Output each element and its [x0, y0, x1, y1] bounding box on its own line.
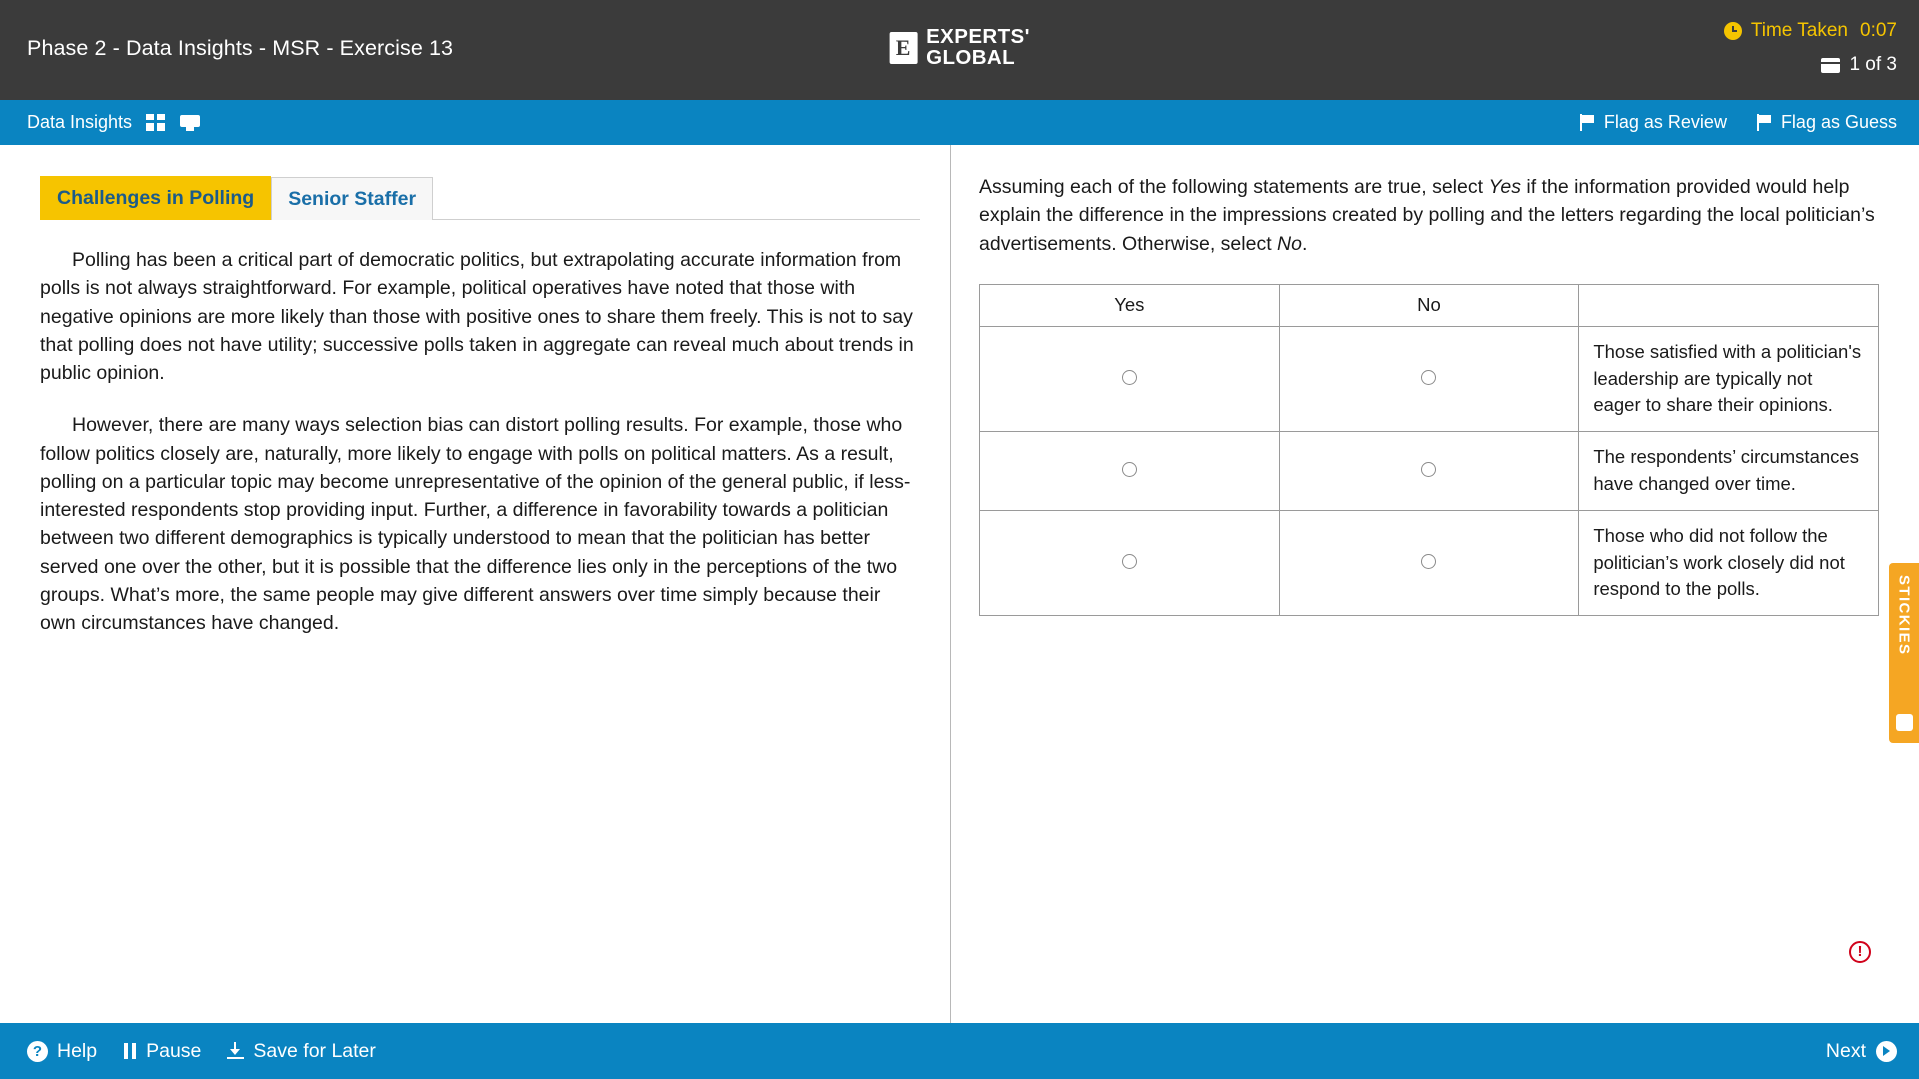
next-button[interactable]	[1826, 1040, 1897, 1063]
table-header-row	[980, 284, 1879, 326]
prompt-segment-2: if the information provided would help explain the difference in the impressions created by polling and the letters regarding the local politician’s advertisements. Otherwise, select	[979, 176, 1875, 255]
table-row	[980, 510, 1879, 615]
passage-tabs	[40, 175, 920, 219]
statement-text: The respondents’ circumstances have changed over time.	[1579, 432, 1879, 511]
save-for-later-button[interactable]	[227, 1040, 375, 1063]
flag-as-review-button[interactable]	[1580, 112, 1727, 133]
section-bar-left	[27, 112, 200, 133]
help-label: Help	[57, 1039, 98, 1062]
tab-challenges-in-polling[interactable]: Challenges in Polling	[40, 176, 271, 220]
next-label: Next	[1825, 1039, 1866, 1062]
section-bar	[0, 100, 1919, 145]
clock-icon	[1724, 22, 1742, 40]
bottom-bar-left	[27, 1040, 376, 1063]
stickies-tab[interactable]	[1889, 563, 1919, 743]
download-icon	[227, 1042, 244, 1060]
radio-cell-yes[interactable]	[980, 510, 1280, 615]
grid-layout-icon[interactable]	[146, 114, 166, 132]
flag-icon	[1580, 114, 1595, 131]
statement-text: Those satisfied with a politician's leadership are typically not eager to share their opinions.	[1579, 326, 1879, 431]
table-row	[980, 432, 1879, 511]
radio-cell-no[interactable]	[1279, 326, 1579, 431]
radio-no-row-3[interactable]	[1421, 554, 1436, 569]
flag-as-review-label: Flag as Review	[1603, 112, 1727, 132]
radio-yes-row-3[interactable]	[1122, 554, 1137, 569]
section-bar-right	[1580, 112, 1897, 133]
passage-pane	[0, 145, 951, 1023]
table-row	[980, 326, 1879, 431]
radio-yes-row-1[interactable]	[1122, 370, 1137, 385]
passage-paragraph: Polling has been a critical part of democratic politics, but extrapolating accurate information from polls is not always straightforward. For example, political operatives have noted that those with negative opinions are more likely than those with positive ones to share them freely. This is not to say that polling does not have utility; successive polls taken in aggregate can reveal much about trends in public opinion.	[40, 249, 914, 385]
prompt-emphasis-yes: Yes	[1488, 176, 1521, 198]
prompt-segment-1: Assuming each of the following statements are true, select	[979, 176, 1489, 198]
question-prompt	[979, 173, 1879, 258]
alert-icon[interactable]: !	[1849, 941, 1871, 963]
column-header-yes: Yes	[980, 284, 1280, 326]
radio-cell-yes[interactable]	[980, 432, 1280, 511]
top-bar	[0, 0, 1919, 100]
timer-row	[1724, 20, 1897, 42]
question-mark-icon: ?	[27, 1041, 48, 1062]
radio-no-row-1[interactable]	[1421, 370, 1436, 385]
save-for-later-label: Save for Later	[253, 1039, 376, 1062]
passage-text	[40, 220, 920, 637]
bottom-bar	[0, 1023, 1919, 1079]
statement-text: Those who did not follow the politician’s work closely did not respond to the polls.	[1579, 510, 1879, 615]
exercise-title: Phase 2 - Data Insights - MSR - Exercise 13	[27, 36, 454, 60]
stickies-label: STICKIES	[1895, 575, 1913, 656]
passage-paragraph: However, there are many ways selection bias can distort polling results. For example, those who follow politics closely are, naturally, more likely to engage with polls on political matters. As a result, polling on a particular topic may become unrepresentative of the opinion of the general public, if less-interested respondents stop providing input. Further, a difference in favorability towards a politician between two different demographics is typically understood to mean that the politician has better served one over the other, but it is possible that the difference lies only in the perceptions of the two groups. What’s more, the same people may give different answers over time simply because their own circumstances have changed.	[40, 414, 911, 635]
column-header-statement	[1579, 284, 1879, 326]
radio-cell-yes[interactable]	[980, 326, 1280, 431]
card-icon	[1821, 58, 1840, 73]
prompt-emphasis-no: No	[1277, 232, 1302, 255]
screen-layout-icon[interactable]	[180, 114, 200, 132]
pause-icon	[123, 1043, 137, 1059]
radio-yes-row-2[interactable]	[1122, 462, 1137, 477]
radio-no-row-2[interactable]	[1421, 462, 1436, 477]
timer-label: Time Taken	[1750, 20, 1848, 41]
radio-cell-no[interactable]	[1279, 510, 1579, 615]
answer-table	[979, 284, 1879, 617]
tab-senior-staffer[interactable]: Senior Staffer	[271, 177, 433, 220]
question-count-row	[1724, 54, 1897, 76]
sticky-note-icon	[1896, 714, 1913, 731]
column-header-no: No	[1279, 284, 1579, 326]
timer-area	[1724, 20, 1897, 76]
main-content	[0, 145, 1919, 1023]
question-pane	[951, 145, 1919, 1023]
pause-label: Pause	[146, 1039, 202, 1062]
help-button[interactable]	[27, 1040, 97, 1063]
radio-cell-no[interactable]	[1279, 432, 1579, 511]
flag-as-guess-button[interactable]	[1757, 112, 1897, 133]
brand-line-2: GLOBAL	[926, 45, 1016, 69]
flag-as-guess-label: Flag as Guess	[1780, 112, 1897, 132]
brand-wordmark	[926, 27, 1030, 68]
pause-button[interactable]	[123, 1040, 201, 1063]
brand-logo	[889, 27, 1030, 68]
section-label: Data Insights	[27, 112, 133, 132]
question-count-label: 1 of 3	[1849, 54, 1897, 75]
timer-value: 0:07	[1860, 20, 1897, 41]
brand-line-1: EXPERTS'	[926, 25, 1030, 48]
arrow-right-icon	[1876, 1041, 1897, 1062]
brand-mark-icon: E	[889, 32, 917, 64]
flag-icon	[1757, 114, 1772, 131]
prompt-segment-3: .	[1301, 232, 1308, 255]
